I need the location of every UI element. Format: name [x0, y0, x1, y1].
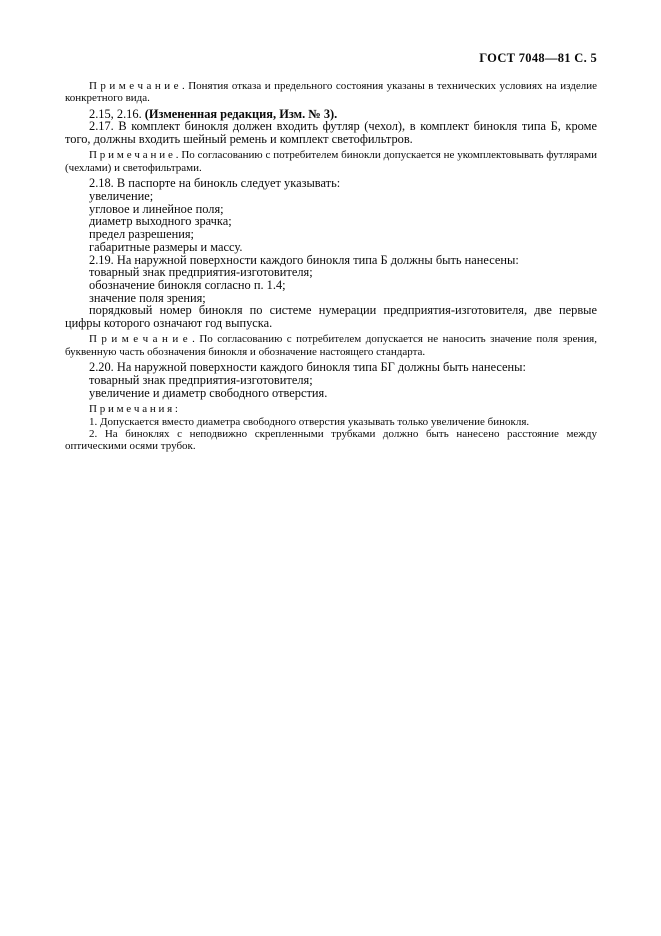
list-item-magnification-aperture: увеличение и диаметр свободного отверстия.	[89, 385, 328, 400]
section-2-20: 2.20. На наружной поверхности каждого бинокля типа БГ должны быть нанесены:	[89, 360, 526, 375]
amendment-bold-text: (Измененная редакция, Изм. № 3).	[144, 106, 338, 121]
section-ref-text: 2.15, 2.16.	[89, 106, 145, 121]
paragraph-serial-number: порядковый номер бинокля по системе нумерации предприятия-изготовителя, две первые цифры которого означают год выпуска.	[65, 303, 597, 331]
document-content	[65, 76, 597, 456]
list-item-field-of-view: значение поля зрения;	[89, 290, 206, 305]
note-omit-markings: П р и м е ч а н и е . По согласованию с потребителем допускается не наносить значение поля зрения, буквенную часть обозначения бинокля и обозначение настоящего стандарта.	[65, 333, 597, 358]
note-no-cases-filters: П р и м е ч а н и е . По согласованию с потребителем бинокли допускается не укомплектовывать футлярами (чехлами) и светофильтрами.	[65, 149, 597, 174]
list-item-trademark-b: товарный знак предприятия-изготовителя;	[89, 265, 313, 280]
notes-heading: П р и м е ч а н и я :	[89, 403, 178, 416]
section-2-19: 2.19. На наружной поверхности каждого бинокля типа Б должны быть нанесены:	[89, 252, 519, 267]
page-header	[65, 51, 597, 66]
list-item-angular-linear-fields: угловое и линейное поля;	[89, 201, 224, 216]
note-terms-of-failure: П р и м е ч а н и е . Понятия отказа и предельного состояния указаны в технических условиях на изделие конкретного вида.	[65, 79, 597, 104]
list-item-magnification: увеличение;	[89, 189, 154, 203]
section-2-17: 2.17. В комплект бинокля должен входить футляр (чехол), в комплект бинокля типа Б, кроме того, должны входить шейный ремень и комплект светофильтров.	[65, 119, 597, 146]
list-item-trademark-bg: товарный знак предприятия-изготовителя;	[89, 373, 313, 388]
note-item-2: 2. На биноклях с неподвижно скрепленными трубками должно быть нанесено расстояние между оптическими осями трубок.	[65, 428, 597, 453]
note-item-1: 1. Допускается вместо диаметра свободного отверстия указывать только увеличение бинокля.	[89, 415, 530, 428]
list-item-designation: обозначение бинокля согласно п. 1.4;	[89, 277, 286, 292]
doc-number-page-label: ГОСТ 7048—81 С. 5	[479, 51, 597, 65]
section-2-18: 2.18. В паспорте на бинокль следует указывать:	[89, 176, 341, 191]
list-item-exit-pupil: диаметр выходного зрачка;	[89, 214, 232, 229]
list-item-resolution-limit: предел разрешения;	[89, 227, 194, 242]
list-item-dimensions-mass: габаритные размеры и массу.	[89, 239, 243, 254]
